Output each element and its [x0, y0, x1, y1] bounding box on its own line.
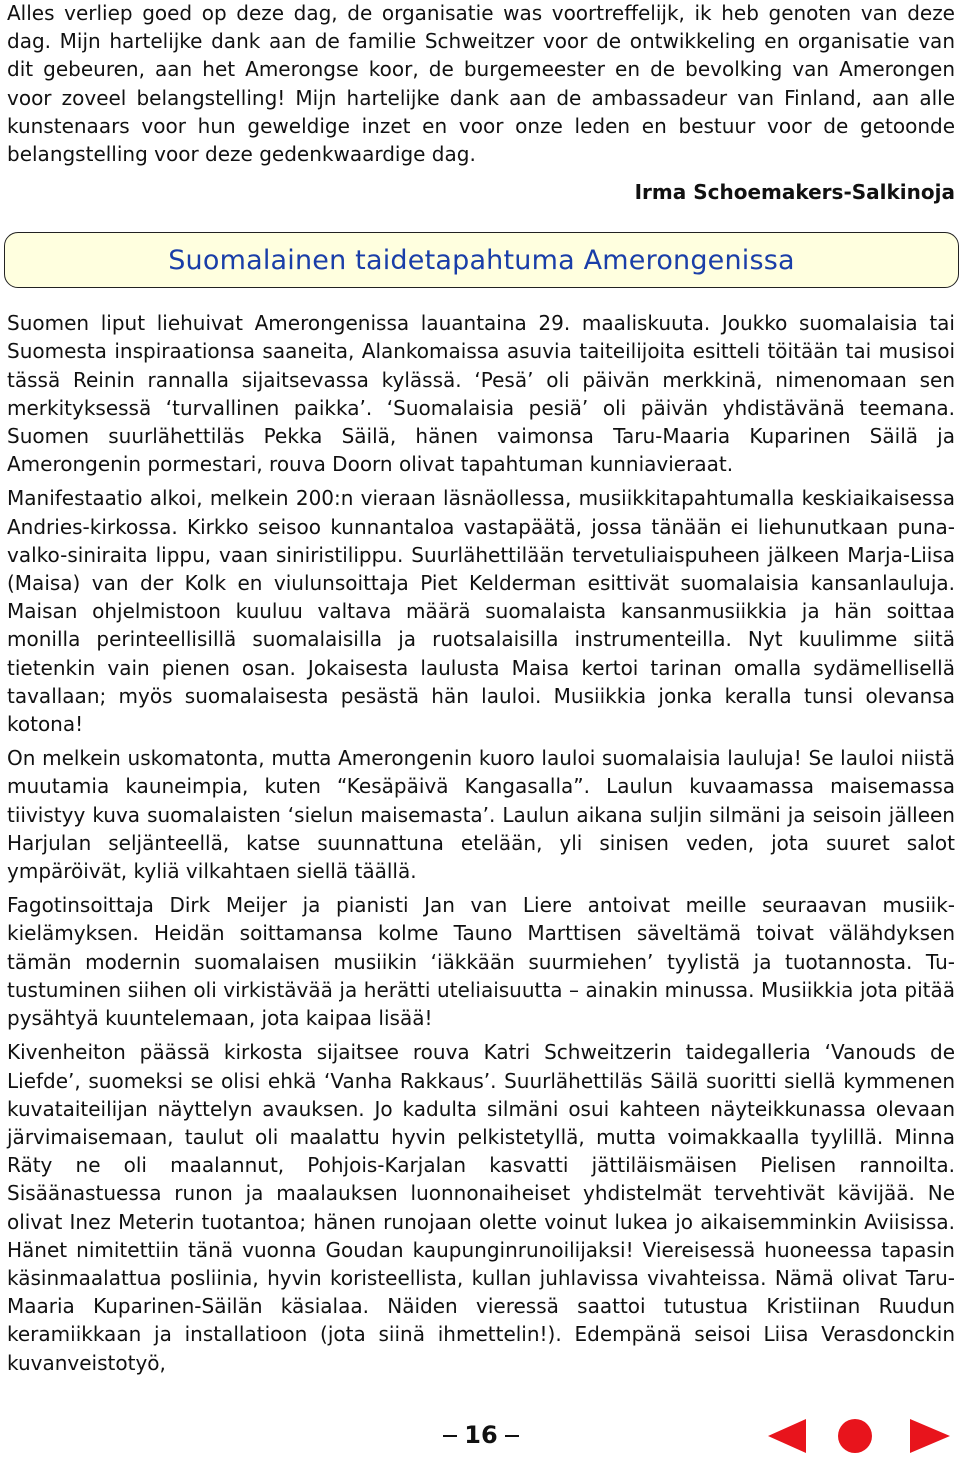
- section-title: Suomalainen taidetapahtuma Amerongenissa: [168, 244, 795, 276]
- author-signature: Irma Schoemakers-Salkinoja: [634, 180, 955, 205]
- previous-page-button[interactable]: [766, 1418, 808, 1454]
- paragraph: Suomen liput liehuivat Amerongenissa lauantaina 29. maaliskuuta. Joukko suomalaisia tai Suomesta inspiraationsa saaneita, Alankomaissa asuvia taiteilijoita esitteli töitään tai musisoi tässä Reinin rannalla sijaitsevassa kylässä. ‘Pesä’ oli päivän merkkinä, nimenomaan sen merkityksessä ‘turvallinen paikka’. ‘Suomalaisia pesiä’ oli päivän yhdistävänä teemana. Suomen suurlähettiläs Pekka Säilä, hänen vaimonsa Taru-Maaria Kuparinen Säilä ja Amerongenin pormestari, rouva Doorn olivat tapahtuman kunniavieraat.: [7, 311, 955, 477]
- circle-icon: [836, 1418, 874, 1454]
- paragraph-dutch: Alles verliep goed op deze dag, de organisatie was voortreffelijk, ik heb genoten van deze dag. Mijn hartelijke dank aan de familie Schweitzer voor de ontwikkeling en organisatie van dit gebeuren, aan het Amerongse koor, de burgemeester en de bevolking van Amerongen voor zoveel belangstelling! Mijn hartelijke dank aan de ambassadeur van Finland, aan alle kunstenaars voor hun geweldige inzet en voor onze leden en bestuur voor de getoonde belangstelling voor deze gedenkwaardige dag.: [7, 1, 955, 167]
- page-footer: [0, 1418, 960, 1454]
- paragraph: On melkein uskomatonta, mutta Amerongenin kuoro lauloi suomalaisia lauluja! Se lauloi niistä muutamia kauneimpia, kuten “Kesäpäivä Kangasalla”. Laulun kuvaamassa maisemassa tiivistyy kuva suomalaisten ‘sielun maisemasta’. Laulun aikana suljin silmäni ja seisoin jälleen Harjulan seljänteellä, katse suunnattuna etelään, yli sinisen veden, jota suuret salot ympäröivät, kyliä vilkahtaen siellä täällä.: [7, 746, 955, 884]
- triangle-right-icon: [908, 1418, 952, 1454]
- section-header-box: [4, 232, 959, 288]
- home-button[interactable]: [836, 1418, 874, 1454]
- paragraph: Fagotinsoittaja Dirk Meijer ja pianisti Jan van Liere antoivat meille seuraavan musiikkielämyksen. Heidän soittamansa kolme Tauno Marttisen säveltämä toivat välähdyksen tämän modernin suomalaisen musiikin ‘iäkkään suurmiehen’ tyylistä ja tuotannosta. Tutustuminen siihen oli virkistävää ja herätti uteliaisuutta – ainakin minussa. Musiikkia jota pitää pysähtyä kuuntelemaan, jota kaipaa lisää!: [7, 893, 955, 1031]
- paragraph: Manifestaatio alkoi, melkein 200:n vieraan läsnäollessa, musiikkitapahtumalla keskiaikaisessa Andries-kirkossa. Kirkko seisoo kunnantaloa vastapäätä, jossa tänään ei liehunutkaan puna-valko-siniraita lippu, vaan siniristilippu. Suurlähettilään tervetuliaispuheen jälkeen Marja-Liisa (Maisa) van der Kolk en viulunsoittaja Piet Kelderman esittivät suomalaisia kansanlauluja. Maisan ohjelmistoon kuuluu valtava määrä suomalaista kansanmusiikkia ja hän soittaa monilla perinteellisillä suomalaisilla ja ruotsalaisilla instrumenteilla. Nyt kuulimme siitä tietenkin vain pienen osan. Jokaisesta laulusta Maisa kertoi tarinan omalla sydämellisellä tavallaan; myös suomalaisesta pesästä hän lauloi. Musiikkia jonka keralla tunsi olevansa kotona!: [7, 486, 955, 737]
- article-body: [7, 309, 955, 1377]
- paragraph: Kivenheiton päässä kirkosta sijaitsee rouva Katri Schweitzerin taidegalleria ‘Vanouds de Liefde’, suomeksi se olisi ehkä ‘Vanha Rakkaus’. Suurlähettiläs Säilä suoritti siellä kymmenen kuvataiteilijan näyttelyn avauksen. Jo kadulta silmäni osui kahteen näyteikkunassa olevaan järvimaisemaan, taulut oli maalattu hyvin pelkistetyllä, mutta voimakkaalla tyylillä. Minna Räty ne oli maalannut, Pohjois-Karjalan kasvatti jättiläismäisen Pielisen rannoilta. Sisäänastuessa runon ja maalauksen luonnonaiheiset yhdistelmät tervehtivät kävijää. Ne olivat Inez Meterin tuotantoa; hänen runojaan olette voinut lukea jo aikaisemminkin Aviisissa. Hänet nimitettiin tänä vuonna Goudan kaupunginrunoilijaksi! Viereisessä huoneessa tapasin käsinmaalattua posliinia, hyvin koristeellista, kullan juhlavissa vivahteissa. Nämä olivat Taru-Maaria Kuparinen-Säilän käsialaa. Näiden vieressä saattoi tutustua Kristiinan Ruudun keramiikkaan ja installatioon (jota siinä ihmettelin!). Edempänä seisoi Liisa Verasdonckin kuvanveistotyö,: [7, 1040, 955, 1375]
- document-page: [7, 0, 955, 1377]
- triangle-left-icon: [766, 1418, 808, 1454]
- page-number: 16: [443, 1420, 519, 1450]
- next-page-button[interactable]: [908, 1418, 952, 1454]
